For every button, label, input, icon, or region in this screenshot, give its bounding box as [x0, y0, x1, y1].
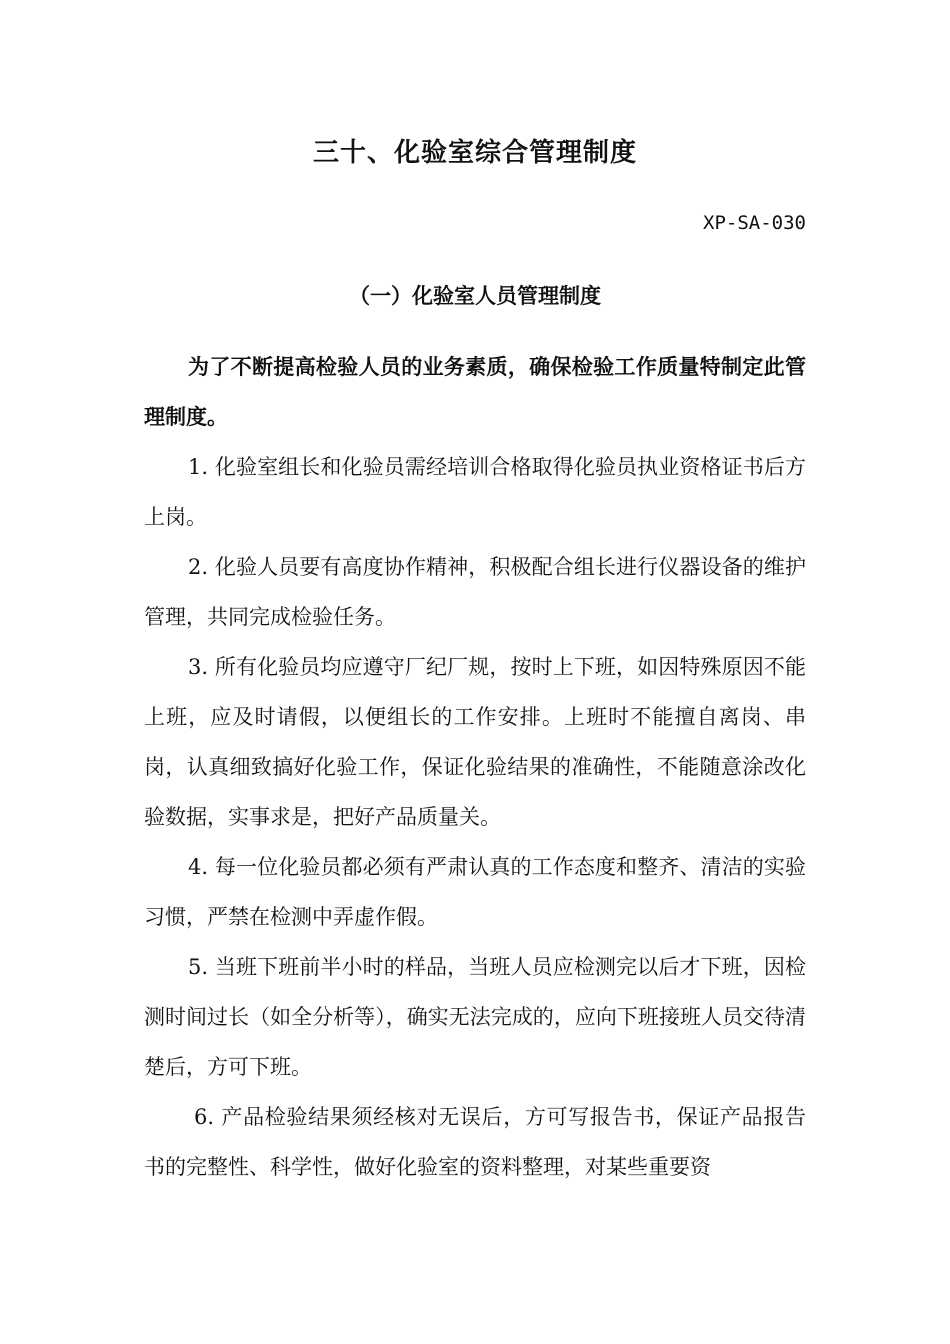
intro-paragraph: 为了不断提高检验人员的业务素质，确保检验工作质量特制定此管理制度。 [144, 355, 806, 429]
document-title: 三十、化验室综合管理制度 [312, 138, 637, 168]
document-body [144, 342, 806, 1192]
rule-item-3: 3. 所有化验员均应遵守厂纪厂规，按时上下班，如因特殊原因不能上班，应及时请假，以便组长的工作安排。上班时不能擅自离岗、串岗，认真细致搞好化验工作，保证化验结果的准确性，不能随意涂改化验数据，实事求是，把好产品质量关。 [144, 655, 806, 829]
rule-item-4: 4. 每一位化验员都必须有严肃认真的工作态度和整齐、清洁的实验习惯，严禁在检测中弄虚作假。 [144, 855, 806, 929]
document-code: XP-SA-030 [703, 212, 806, 234]
rule-item-2: 2. 化验人员要有高度协作精神，积极配合组长进行仪器设备的维护管理，共同完成检验任务。 [144, 555, 806, 629]
rule-item-5: 5. 当班下班前半小时的样品，当班人员应检测完以后才下班，因检测时间过长（如全分析等），确实无法完成的，应向下班接班人员交待清楚后，方可下班。 [144, 955, 806, 1079]
rule-item-1: 1. 化验室组长和化验员需经培训合格取得化验员执业资格证书后方上岗。 [144, 455, 806, 529]
rule-item-6: 6. 产品检验结果须经核对无误后，方可写报告书，保证产品报告书的完整性、科学性，做好化验室的资料整理，对某些重要资 [144, 1105, 806, 1179]
section-title: （一）化验室人员管理制度 [349, 284, 601, 308]
